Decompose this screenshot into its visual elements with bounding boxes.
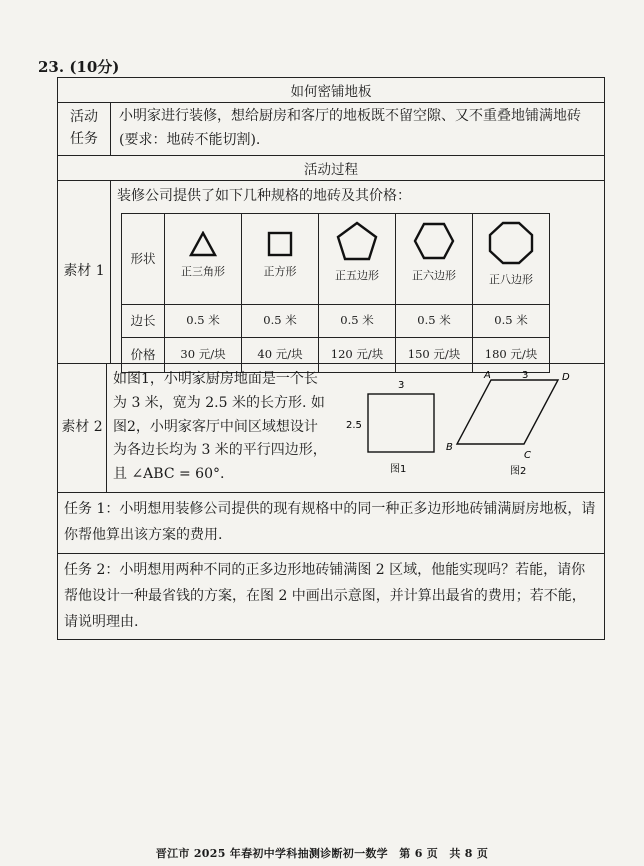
side-header: 边长	[122, 304, 165, 337]
task1-row	[58, 493, 604, 554]
fig1-rectangle	[368, 394, 434, 452]
tile-side: 0.5 米	[319, 304, 396, 337]
material1-intro: 装修公司提供了如下几种规格的地砖及其价格：	[117, 188, 411, 204]
tile-price-table	[121, 213, 550, 373]
price-header: 价格	[122, 337, 165, 372]
tile-name: 正五边形	[335, 268, 379, 282]
tile-price: 40 元/块	[242, 337, 319, 372]
task2-text: 任务 2：小明想用两种不同的正多边形地砖铺满图 2 区域，他能实现吗？若能，请你帮他设计一种最省钱的方案，在图 2 中画出示意图，并计算出最省的费用；若不能，请说明理由.	[64, 561, 586, 630]
tile-hexagon	[396, 213, 473, 304]
tile-price: 120 元/块	[319, 337, 396, 372]
material2-text: 如图1，小明家厨房地面是一个长为 3 米，宽为 2.5 米的长方形. 如图2，小明家客厅中间区域想设计为各边长均为 3 米的平行四边形，且 ∠ABC = 60°.	[113, 371, 327, 483]
fig1-top-label: 3	[398, 380, 405, 391]
table-title: 如何密铺地板	[290, 84, 372, 100]
fig1-left-label: 2.5	[346, 420, 362, 431]
vertex-b: B	[446, 442, 453, 453]
tile-square	[242, 213, 319, 304]
figures-svg	[328, 366, 598, 488]
square-icon	[267, 231, 293, 257]
task1-text: 任务 1：小明想用装修公司提供的现有规格中的同一种正多边形地砖铺满厨房地板，请你帮他算出该方案的费用.	[64, 501, 596, 543]
tile-price: 180 元/块	[473, 337, 550, 372]
tile-price: 30 元/块	[165, 337, 242, 372]
process-row	[58, 156, 604, 181]
title-row	[58, 78, 604, 103]
fig2-top-label: 3	[522, 370, 529, 381]
tile-side: 0.5 米	[165, 304, 242, 337]
activity-label: 活动任务	[58, 103, 111, 155]
tile-triangle	[165, 213, 242, 304]
material2-row	[58, 364, 604, 493]
tile-side: 0.5 米	[396, 304, 473, 337]
process-title: 活动过程	[304, 162, 358, 178]
tile-octagon	[473, 213, 550, 304]
task-table	[57, 77, 605, 640]
material1-row	[58, 181, 604, 364]
activity-row	[58, 103, 604, 156]
tile-name: 正六边形	[412, 268, 456, 282]
fig2-caption: 图2	[510, 466, 527, 477]
pentagon-icon	[336, 221, 378, 261]
material1-content	[111, 181, 604, 363]
material1-label: 素材 1	[58, 181, 111, 363]
tile-name: 正三角形	[181, 264, 225, 278]
hexagon-icon	[413, 221, 455, 261]
task2-row	[58, 554, 604, 640]
octagon-icon	[488, 221, 534, 265]
material2-content	[107, 364, 604, 492]
triangle-icon	[189, 231, 217, 257]
vertex-d: D	[562, 372, 570, 383]
material2-figures	[328, 366, 598, 490]
page-footer: 晋江市 2025 年春初中学科抽测诊断初一数学 第 6 页 共 8 页	[155, 847, 489, 860]
question-number: 23. (10分)	[38, 58, 120, 76]
vertex-c: C	[524, 450, 531, 461]
tile-side: 0.5 米	[242, 304, 319, 337]
tile-side: 0.5 米	[473, 304, 550, 337]
vertex-a: A	[484, 370, 491, 381]
tile-name: 正八边形	[489, 272, 533, 286]
material2-label: 素材 2	[58, 364, 107, 492]
fig1-caption: 图1	[390, 464, 407, 475]
activity-text: 小明家进行装修，想给厨房和客厅的地板既不留空隙、又不重叠地铺满地砖(要求：地砖不能切割).	[119, 108, 581, 148]
tile-price: 150 元/块	[396, 337, 473, 372]
fig2-parallelogram	[457, 380, 558, 444]
tile-name: 正方形	[263, 264, 297, 278]
tile-pentagon	[319, 213, 396, 304]
shape-header: 形状	[122, 213, 165, 304]
